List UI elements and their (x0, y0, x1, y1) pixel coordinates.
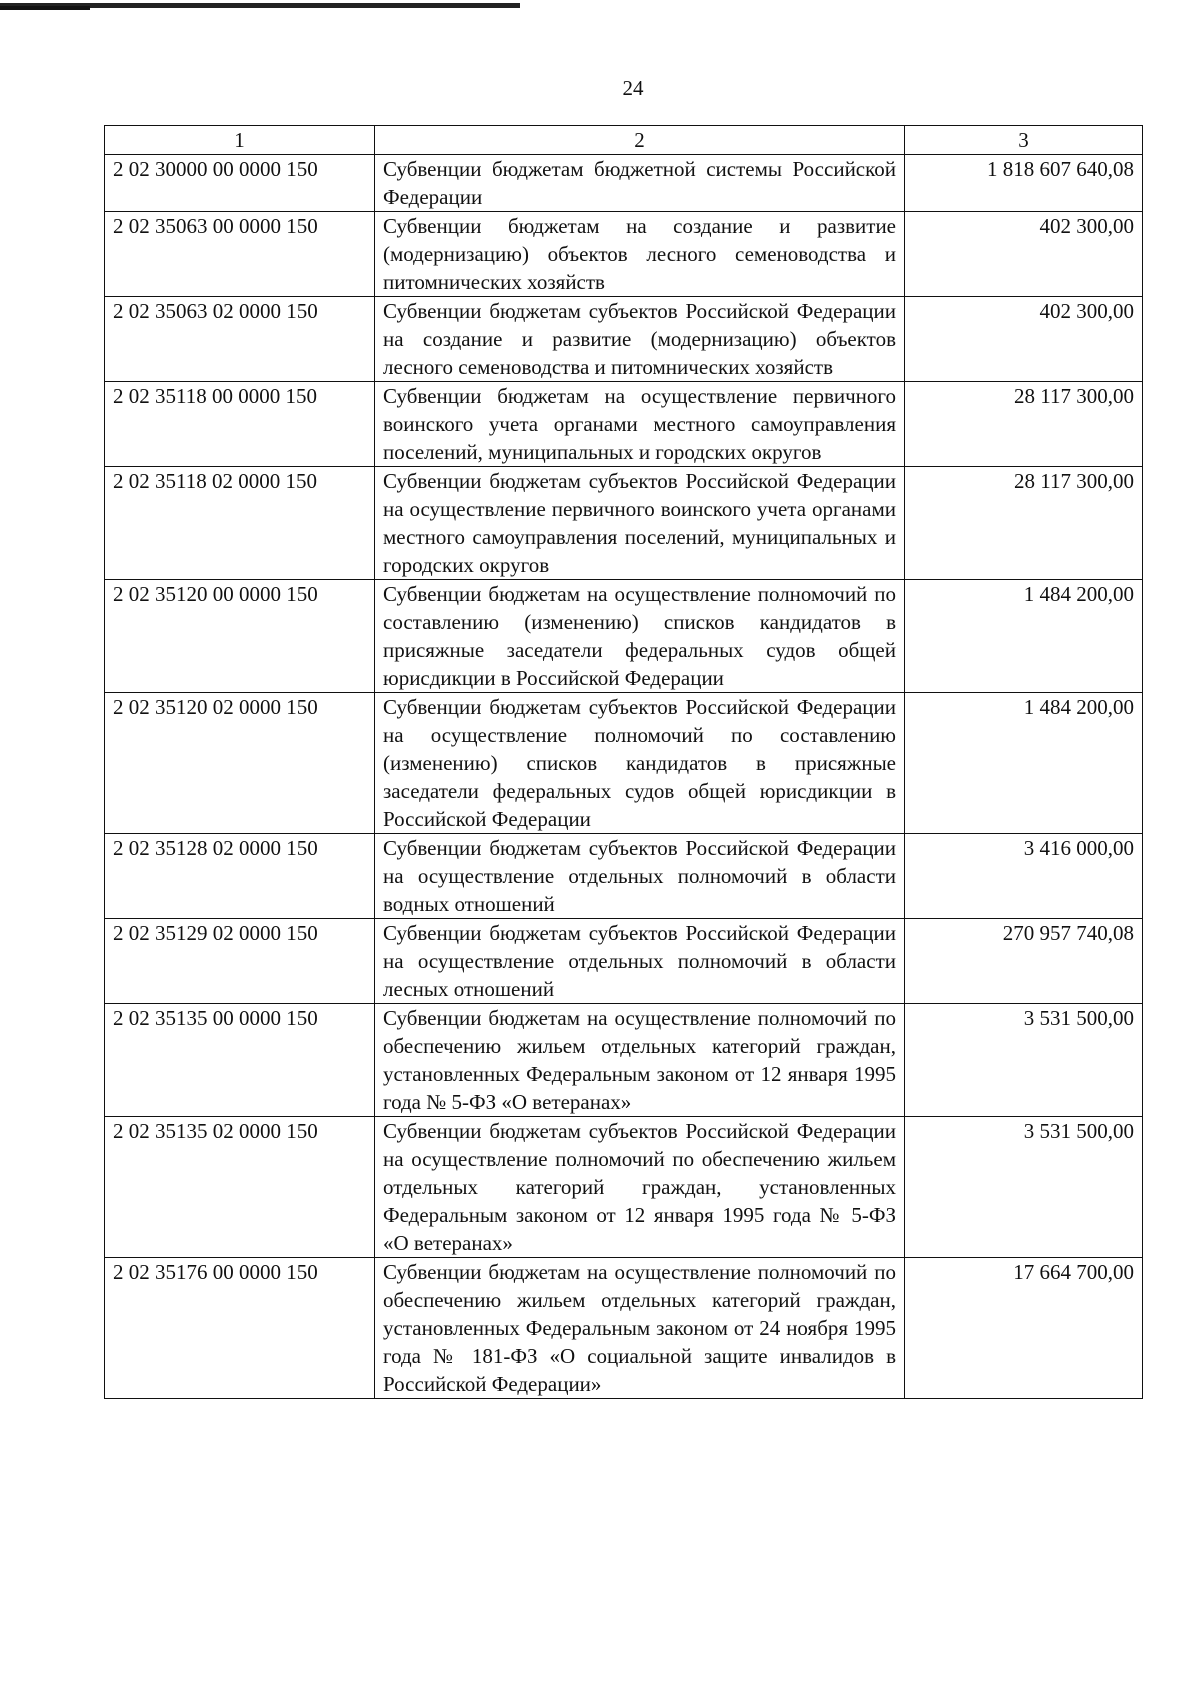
table-row (105, 1004, 1143, 1117)
row-code: 2 02 35118 00 0000 150 (105, 382, 375, 467)
column-header-name: 2 (375, 126, 905, 155)
row-code: 2 02 35120 02 0000 150 (105, 693, 375, 834)
row-amount: 270 957 740,08 (905, 919, 1143, 1004)
row-amount: 28 117 300,00 (905, 382, 1143, 467)
row-name: Субвенции бюджетам субъектов Российской Федерации на создание и развитие (модернизацию) объектов лесного семеноводства и питомнических хозяйств (375, 297, 905, 382)
table-row (105, 1117, 1143, 1258)
row-amount: 28 117 300,00 (905, 467, 1143, 580)
row-name: Субвенции бюджетам субъектов Российской Федерации на осуществление отдельных полномочий в области водных отношений (375, 834, 905, 919)
table-header-row (105, 126, 1143, 155)
column-header-code: 1 (105, 126, 375, 155)
budget-table (104, 125, 1143, 1399)
row-amount: 402 300,00 (905, 212, 1143, 297)
row-code: 2 02 35128 02 0000 150 (105, 834, 375, 919)
table-row (105, 1258, 1143, 1399)
row-code: 2 02 35063 00 0000 150 (105, 212, 375, 297)
table-row (105, 693, 1143, 834)
row-code: 2 02 35135 02 0000 150 (105, 1117, 375, 1258)
table-row (105, 297, 1143, 382)
row-code: 2 02 35063 02 0000 150 (105, 297, 375, 382)
row-name: Субвенции бюджетам субъектов Российской Федерации на осуществление полномочий по составлению (изменению) списков кандидатов в присяжные заседатели федеральных судов общей юрисдикции в Российской Федерации (375, 693, 905, 834)
column-header-amount: 3 (905, 126, 1143, 155)
scan-edge-mark-left (0, 6, 90, 10)
row-amount: 1 484 200,00 (905, 580, 1143, 693)
row-amount: 3 531 500,00 (905, 1117, 1143, 1258)
table-row (105, 155, 1143, 212)
row-code: 2 02 35129 02 0000 150 (105, 919, 375, 1004)
table-row (105, 467, 1143, 580)
page-number: 24 (622, 76, 644, 100)
row-amount: 1 818 607 640,08 (905, 155, 1143, 212)
row-name: Субвенции бюджетам на осуществление полномочий по обеспечению жильем отдельных категорий граждан, установленных Федеральным законом от 12 января 1995 года № 5-ФЗ «О ветеранах» (375, 1004, 905, 1117)
row-name: Субвенции бюджетам на осуществление полномочий по обеспечению жильем отдельных категорий граждан, установленных Федеральным законом от 24 ноября 1995 года № 181-ФЗ «О социальной защите инвалидов в Российской Федерации» (375, 1258, 905, 1399)
row-amount: 3 416 000,00 (905, 834, 1143, 919)
row-amount: 1 484 200,00 (905, 693, 1143, 834)
row-name: Субвенции бюджетам субъектов Российской Федерации на осуществление полномочий по обеспечению жильем отдельных категорий граждан, установленных Федеральным законом от 12 января 1995 года № 5-ФЗ «О ветеранах» (375, 1117, 905, 1258)
row-name: Субвенции бюджетам субъектов Российской Федерации на осуществление отдельных полномочий в области лесных отношений (375, 919, 905, 1004)
table-row (105, 919, 1143, 1004)
row-name: Субвенции бюджетам на осуществление полномочий по составлению (изменению) списков кандидатов в присяжные заседатели федеральных судов общей юрисдикции в Российской Федерации (375, 580, 905, 693)
row-code: 2 02 35135 00 0000 150 (105, 1004, 375, 1117)
row-code: 2 02 30000 00 0000 150 (105, 155, 375, 212)
row-name: Субвенции бюджетам на осуществление первичного воинского учета органами местного самоуправления поселений, муниципальных и городских округов (375, 382, 905, 467)
table-row (105, 580, 1143, 693)
row-code: 2 02 35176 00 0000 150 (105, 1258, 375, 1399)
table-row (105, 834, 1143, 919)
row-code: 2 02 35118 02 0000 150 (105, 467, 375, 580)
row-amount: 3 531 500,00 (905, 1004, 1143, 1117)
table-row (105, 382, 1143, 467)
row-name: Субвенции бюджетам бюджетной системы Российской Федерации (375, 155, 905, 212)
row-code: 2 02 35120 00 0000 150 (105, 580, 375, 693)
row-amount: 17 664 700,00 (905, 1258, 1143, 1399)
row-name: Субвенции бюджетам субъектов Российской Федерации на осуществление первичного воинского учета органами местного самоуправления поселений, муниципальных и городских округов (375, 467, 905, 580)
row-amount: 402 300,00 (905, 297, 1143, 382)
table-row (105, 212, 1143, 297)
row-name: Субвенции бюджетам на создание и развитие (модернизацию) объектов лесного семеноводства и питомнических хозяйств (375, 212, 905, 297)
